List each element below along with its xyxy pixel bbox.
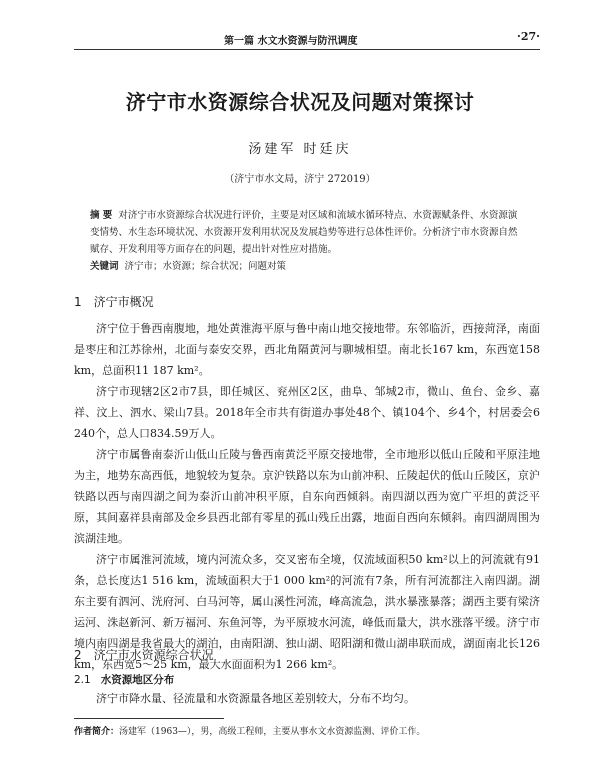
abstract: [90, 207, 526, 258]
page-number: ·27·: [517, 30, 540, 43]
abstract-block: [90, 207, 526, 275]
keywords-label: 关键词: [90, 261, 119, 272]
paragraph: 济宁市降水量、径流量和水资源量各地区差别较大，分布不均匀。: [96, 692, 415, 705]
header-rule: [74, 49, 540, 50]
subsection-number: 2.1: [74, 674, 91, 686]
footnote-text: 汤建军（1963—），男，高级工程师，主要从事水文水资源监测、评价工作。: [119, 727, 426, 737]
section-1-title: 济宁市概况: [93, 295, 154, 309]
author-footnote: [74, 724, 540, 737]
footnote-label: 作者简介：: [74, 727, 120, 737]
page-header: [74, 28, 540, 46]
running-title: 第一篇 水文水资源与防汛调度: [224, 36, 358, 47]
section-1-number: 1: [74, 295, 82, 309]
paragraph: 济宁市属淮河流域，境内河流众多，交叉密布全境，仅流域面积50 km²以上的河流就有91条，总长度达1 516 km，流域面积大于1 000 km²的河流有7条，所有河流都注入南四湖。湖东主要有泗河、洸府河、白马河等，属山溪性河流，峰高流急，洪水暴涨暴落；湖西主要有梁济运河、洙赵新河、新万福河、东鱼河等，为平原坡水河流，峰低而量大，洪水涨落平缓。济宁市境内南四湖是我省最大的湖泊，由南阳湖、独山湖、昭阳湖和微山湖串联而成，湖面南北长126 km，东西宽5～25 km，最大水面面积为1 266 km²。: [74, 553, 540, 671]
paper-title: 济宁市水资源综合状况及问题对策探讨: [125, 90, 475, 114]
subsection-title: 水资源地区分布: [100, 674, 175, 686]
section-1-heading: [74, 293, 154, 310]
subsection-2-1-heading: [74, 672, 174, 687]
keywords-text: 济宁市；水资源；综合状况；问题对策: [124, 261, 287, 272]
paragraph: 济宁市属鲁南泰沂山低山丘陵与鲁西南黄泛平原交接地带，全市地形以低山丘陵和平原洼地为主，地势东高西低，地貌较为复杂。京沪铁路以东为山前冲积、丘陵起伏的低山丘陵区，京沪铁路以西与南四湖之间为泰沂山前冲积平原，自东向西倾斜。南四湖以西为宽广平坦的黄泛平原，其间嘉祥县南部及金乡县西北部有零星的孤山残丘出露，地面自西向东倾斜。南四湖周围为滨湖洼地。: [74, 448, 540, 545]
paper-affiliation: （济宁市水文局，济宁 272019）: [224, 174, 376, 185]
paper-authors: 汤建军 时廷庆: [248, 142, 352, 157]
subsection-2-1-body: [74, 688, 540, 709]
paragraph: 济宁市现辖2区2市7县，即任城区、兖州区2区，曲阜、邹城2市，微山、鱼台、金乡、嘉祥、汶上、泗水、梁山7县。2018年全市共有街道办事处48个、镇104个、乡4个，村居委会6 240个，总人口834.59万人。: [74, 385, 540, 440]
abstract-text: 对济宁市水资源综合状况进行评价，主要是对区域和流域水循环特点、水资源赋条件、水资源演变情势、水生态环境状况、水资源开发利用状况及发展趋势等进行总体性评价。分析济宁市水资源自然赋存、开发利用等方面存在的问题，提出针对性应对措施。: [90, 210, 518, 255]
section-2-number: 2: [74, 648, 82, 662]
section-2-title: 济宁市水资源综合状况: [93, 648, 214, 662]
footnote-rule: [74, 718, 224, 719]
keywords: [90, 258, 526, 275]
section-2-heading: [74, 646, 214, 663]
paragraph: 济宁位于鲁西南腹地，地处黄淮海平原与鲁中南山地交接地带。东邻临沂，西接菏泽，南面是枣庄和江苏徐州，北面与泰安交界，西北角隔黄河与聊城相望。南北长167 km，东西宽158 km，总面积11 187 km²。: [74, 322, 540, 377]
abstract-label: 摘 要: [90, 210, 113, 221]
section-1-body: [74, 318, 540, 675]
